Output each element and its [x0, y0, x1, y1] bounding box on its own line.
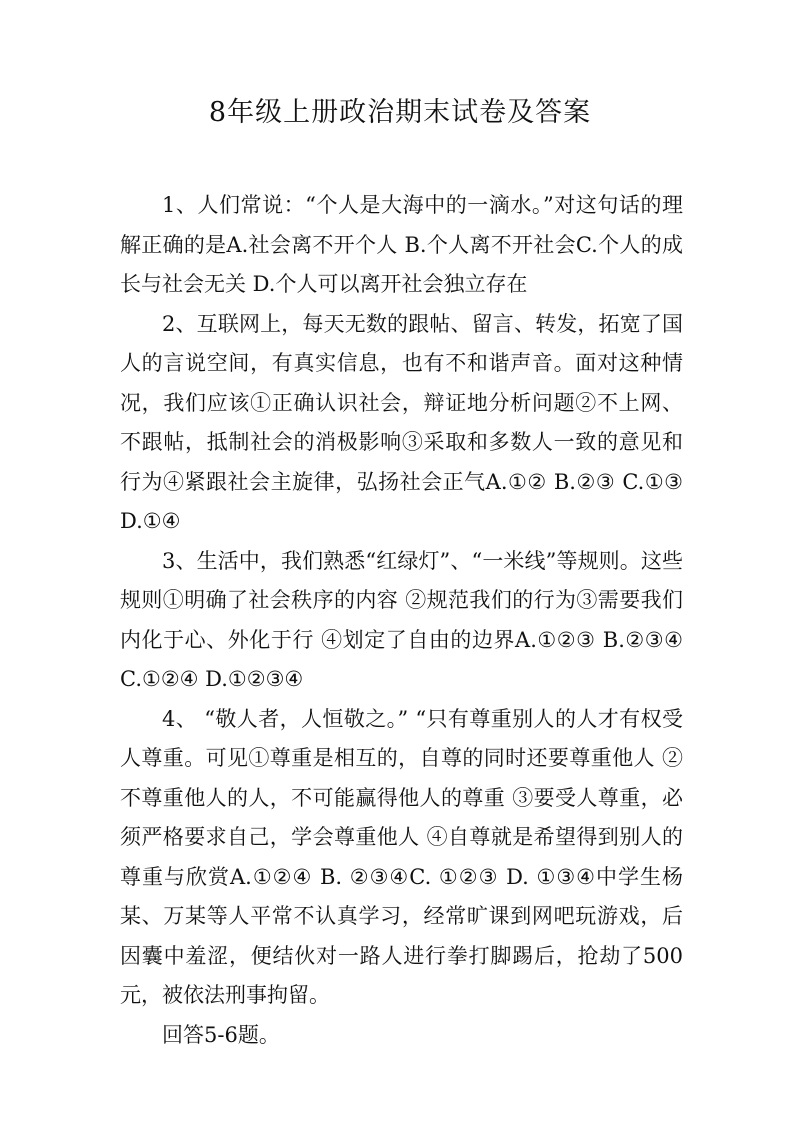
- question-2: 2、互联网上，每天无数的跟帖、留言、转发，拓宽了国人的言说空间，有真实信息，也有不和谐声音。面对这种情况，我们应该①正确认识社会，辩证地分析问题②不上网、不跟帖，抵制社会的消极影响③采取和多数人一致的意见和行为④紧跟社会主旋律，弘扬社会正气A.①② B.②③ C.①③ D.①④: [120, 311, 683, 533]
- instruction-line: 回答5-6题。: [162, 1022, 280, 1047]
- question-4: 4、 “敬人者，人恒敬之。” “只有尊重别人的人才有权受人尊重。可见①尊重是相互的，自尊的同时还要尊重他人 ②不尊重他人的人，不可能赢得他人的尊重 ③要受人尊重，必须严格要求自己，学会尊重他人 ④自尊就是希望得到别人的尊重与欣赏A.①②④ B. ②③④C. ①②③ D. ①③④中学生杨某、万某等人平常不认真学习，经常旷课到网吧玩游戏，后因囊中羞涩，便结伙对一路人进行拳打脚踢后，抢劫了500元，被依法刑事拘留。: [120, 706, 683, 1007]
- question-1: 1、人们常说：“个人是大海中的一滴水。”对这句话的理解正确的是A.社会离不开个人 B.个人离不开社会C.个人的成长与社会无关 D.个人可以离开社会独立存在: [120, 193, 683, 296]
- document-title: 8年级上册政治期末试卷及答案: [208, 97, 592, 128]
- question-3: 3、生活中，我们熟悉“红绿灯”、“一米线”等规则。这些规则①明确了社会秩序的内容 ②规范我们的行为③需要我们内化于心、外化于行 ④划定了自由的边界A.①②③ B.②③④ C.①②④ D.①②③④: [120, 548, 683, 691]
- document-body: [120, 186, 683, 1055]
